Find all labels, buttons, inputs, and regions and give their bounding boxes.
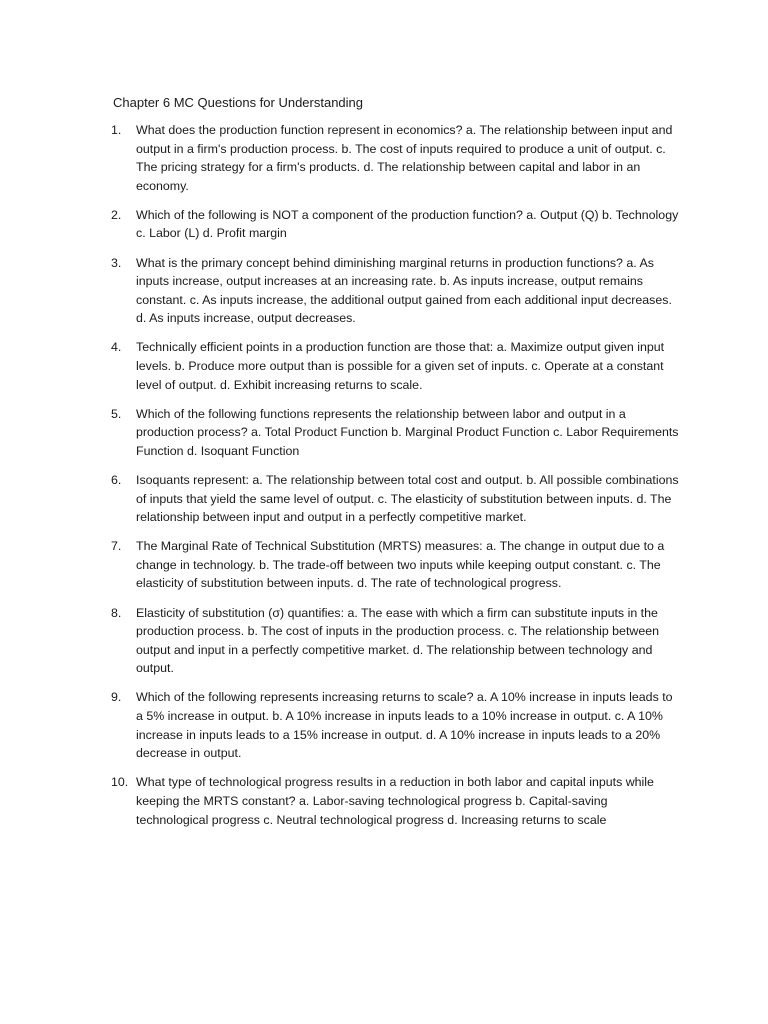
question-number: 10. [111, 775, 129, 790]
question-text: Which of the following functions represents the relationship between labor and output in a production process? a. Total Product Function b. Marginal Product Function c. Labor Requirements Function d. Isoquant Function [136, 406, 679, 458]
question-item [0, 773, 680, 829]
question-text: What type of technological progress results in a reduction in both labor and capital inputs while keeping the MRTS constant? a. Labor-saving technological progress b. Capital-saving technological progress c. Neutral technological progress d. Increasing returns to scale [136, 775, 654, 827]
question-number: 4. [111, 340, 122, 355]
question-list [0, 121, 768, 840]
question-number: 2. [111, 207, 122, 222]
question-text: What does the production function represent in economics? a. The relationship between input and output in a firm's production process. b. The cost of inputs required to produce a unit of output. c. The pricing strategy for a firm's products. d. The relationship between capital and labor in an economy. [136, 123, 673, 193]
question-text: Which of the following is NOT a component of the production function? a. Output (Q) b. Technology c. Labor (L) d. Profit margin [136, 207, 679, 241]
question-item [0, 206, 680, 243]
question-item [0, 121, 680, 195]
question-item [0, 604, 680, 678]
question-item [0, 471, 680, 527]
question-text: What is the primary concept behind diminishing marginal returns in production functions? a. As inputs increase, output increases at an increasing rate. b. As inputs increase, output remains constant. c. As inputs increase, the additional output gained from each additional input decreases. d. As inputs increase, output decreases. [136, 255, 672, 326]
document-title: Chapter 6 MC Questions for Understanding [113, 95, 364, 110]
question-number: 3. [111, 255, 122, 270]
question-number: 8. [111, 605, 122, 620]
question-text: Elasticity of substitution (σ) quantifies: a. The ease with which a firm can substitute inputs in the production process. b. The cost of inputs in the production process. c. The relationship between output and input in a perfectly competitive market. d. The relationship between technology and output. [136, 605, 660, 676]
question-number: 9. [111, 690, 122, 705]
question-text: The Marginal Rate of Technical Substitution (MRTS) measures: a. The change in output due to a change in technology. b. The trade-off between two inputs while keeping output constant. c. The elasticity of substitution between inputs. d. The rate of technological progress. [136, 539, 665, 591]
question-text: Isoquants represent: a. The relationship between total cost and output. b. All possible combinations of inputs that yield the same level of output. c. The elasticity of substitution between inputs. d. The relationship between input and output in a perfectly competitive market. [136, 473, 679, 525]
question-number: 1. [111, 123, 122, 137]
question-number: 7. [111, 539, 122, 554]
question-item [0, 405, 680, 461]
question-item [0, 254, 680, 328]
question-text: Which of the following represents increasing returns to scale? a. A 10% increase in inputs leads to a 5% increase in output. b. A 10% increase in inputs leads to a 10% increase in output. c. A 10% increase in inputs leads to a 15% increase in output. d. A 10% increase in inputs leads to a 20% decrease in output. [136, 690, 673, 761]
question-number: 5. [111, 406, 122, 421]
question-item [0, 688, 680, 762]
question-number: 6. [111, 473, 122, 487]
question-item [0, 338, 680, 394]
question-item [0, 537, 680, 593]
question-text: Technically efficient points in a production function are those that: a. Maximize output given input levels. b. Produce more output than is possible for a given set of inputs. c. Operate at a constant level of output. d. Exhibit increasing returns to scale. [136, 340, 665, 392]
